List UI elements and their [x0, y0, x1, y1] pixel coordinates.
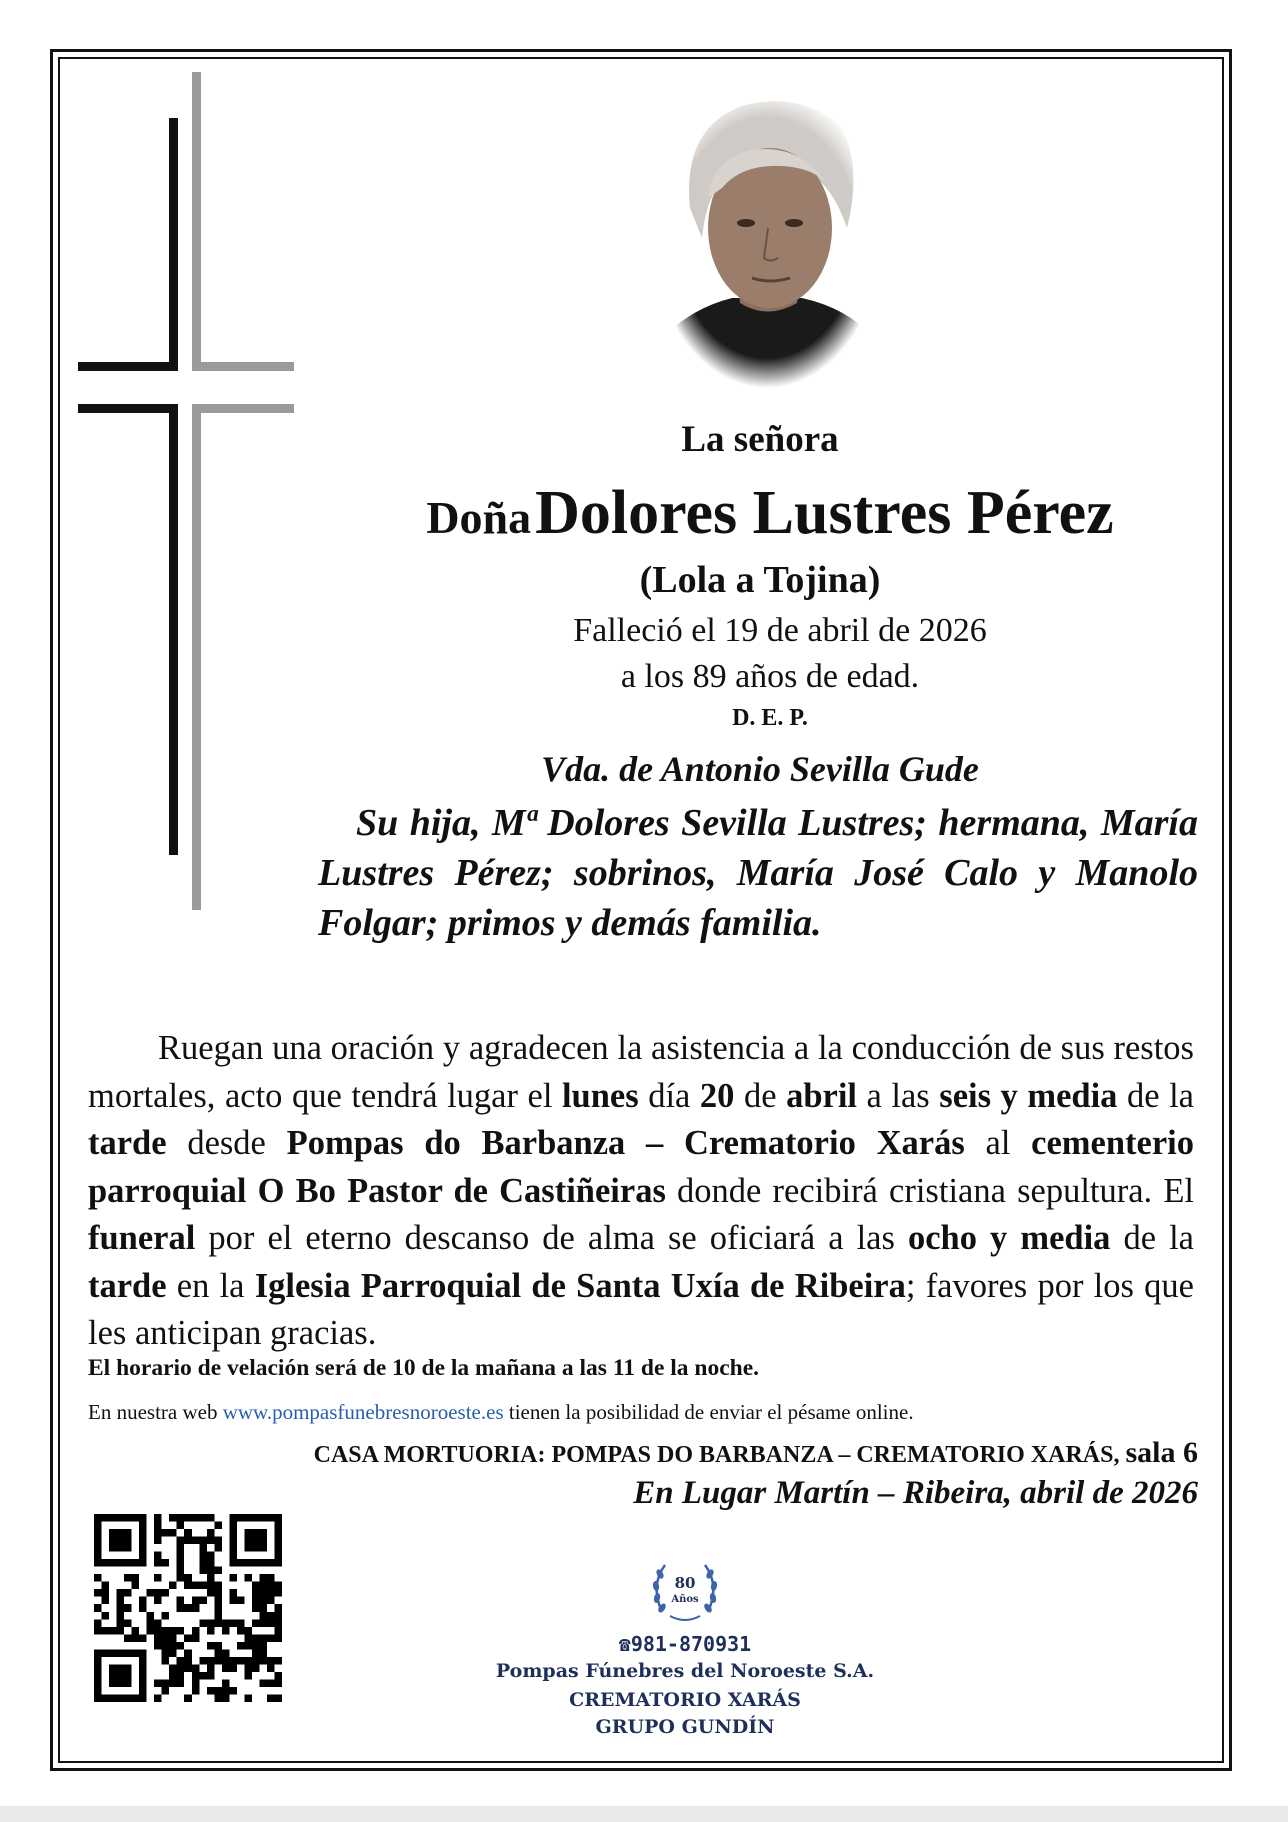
name-main: Dolores Lustres Pérez [535, 479, 1114, 547]
company-name: Pompas Fúnebres del Noroeste S.A. [495, 1660, 875, 1682]
crematorium-name: CREMATORIO XARÁS [569, 1689, 801, 1711]
place-date: En Lugar Martín – Ribeira, abril de 2026 [633, 1475, 1198, 1511]
funeral-home: CASA MORTUORIA: POMPAS DO BARBANZA – CREMATORIO XARÁS, sala 6 [313, 1436, 1198, 1469]
month: abril [786, 1076, 857, 1115]
funeral: funeral [88, 1219, 196, 1257]
svg-text:80: 80 [674, 1574, 696, 1592]
alias: (Lola a Tojina) [639, 559, 881, 601]
cross-icon [76, 70, 298, 910]
room: sala 6 [1125, 1436, 1198, 1469]
wake-hours: El horario de velación será de 10 de la mañana a las 11 de la noche. [88, 1355, 760, 1381]
dep: D. E. P. [732, 705, 808, 731]
online-condolences: En nuestra web www.pompasfunebresnoroeste.es tienen la posibilidad de enviar el pésame online. [88, 1400, 914, 1424]
time-departure: seis y media [939, 1076, 1118, 1115]
website-link[interactable]: www.pompasfunebresnoroeste.es [222, 1400, 504, 1424]
age: a los 89 años de edad. [620, 658, 920, 695]
anniversary-logo-icon [640, 1550, 730, 1630]
deceased-name [320, 478, 1220, 549]
cemetery: cementerio parroquial O Bo Pastor de Castiñeiras [88, 1124, 1194, 1210]
svg-text:Años: Años [671, 1594, 699, 1605]
bottom-strip [0, 1806, 1288, 1822]
death-date: Falleció el 19 de abril de 2026 [573, 612, 987, 649]
origin: Pompas do Barbanza – Crematorio Xarás [286, 1124, 965, 1162]
family-list: Su hija, Mª Dolores Sevilla Lustres; hermana, María Lustres Pérez; sobrinos, María José Calo y Manolo Folgar; primos y demás familia. [318, 802, 1198, 944]
qr-code-icon[interactable] [94, 1514, 282, 1702]
date: 20 [699, 1076, 735, 1115]
group-name: GRUPO GUNDÍN [595, 1716, 775, 1738]
widow-of: Vda. de Antonio Sevilla Gude [541, 749, 979, 789]
time-funeral: ocho y media [907, 1219, 1111, 1257]
intro-text: La señora [681, 419, 839, 460]
church: Iglesia Parroquial de Santa Uxía de Ribeira [254, 1266, 906, 1305]
day: lunes [561, 1076, 639, 1115]
body-paragraph: Ruegan una oración y agradecen la asistencia a la conducción de sus restos mortales, acto que tendrá lugar el lunes día 20 de abril a las seis y media de la tarde desde Pompas do Barbanza – Crematorio Xarás al cementerio parroquial O Bo Pastor de Castiñeiras donde recibirá cristiana sepultura. El funeral por el eterno descanso de alma se oficiará a las ocho y media de la tarde en la Iglesia Parroquial de Santa Uxía de Ribeira; favores por los que les anticipan gracias. [88, 1029, 1194, 1352]
phone-icon: ☎ [618, 1632, 631, 1656]
name-prefix: Doña [426, 492, 532, 543]
portrait-photo [652, 88, 882, 388]
phone-number[interactable]: ☎981-870931 [618, 1632, 752, 1656]
